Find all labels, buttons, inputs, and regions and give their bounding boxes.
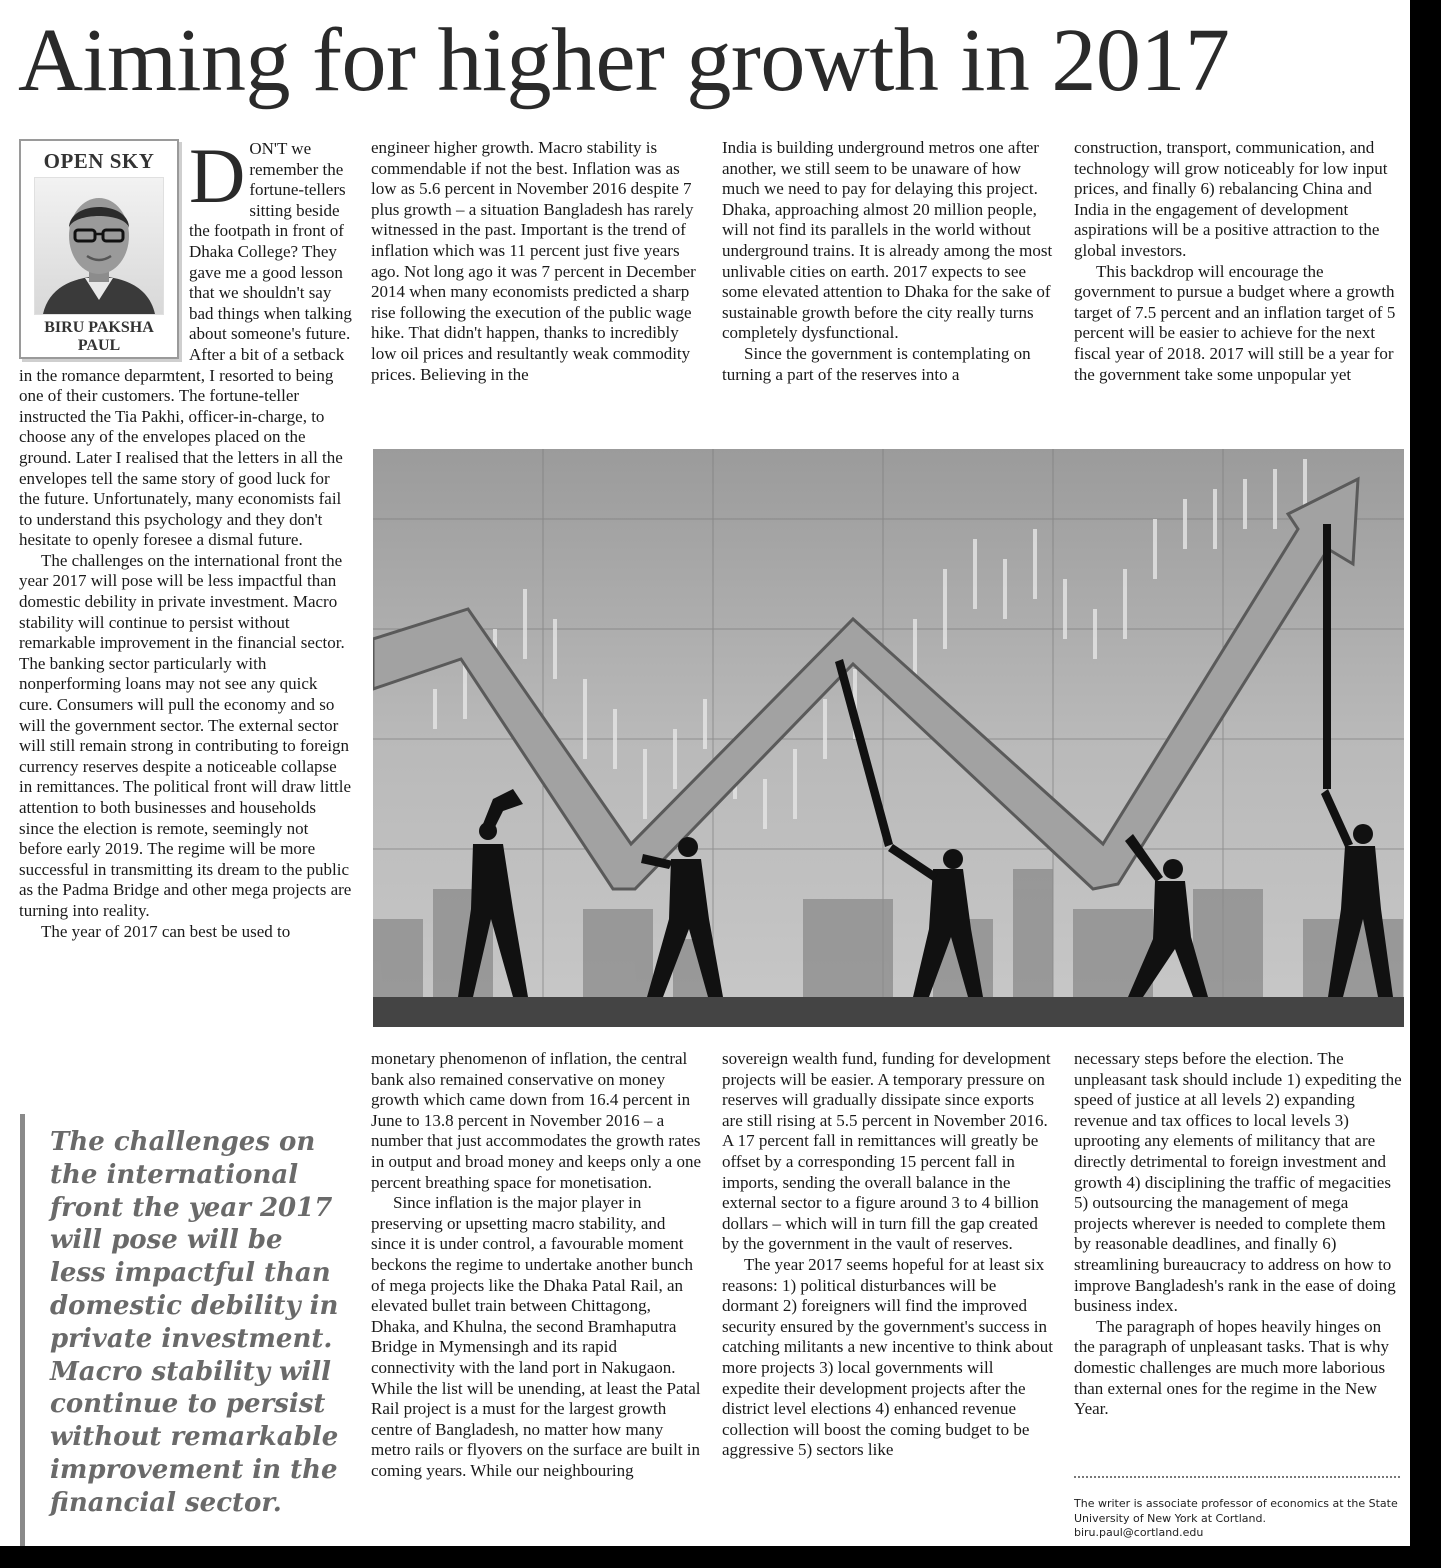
author-bio-text: The writer is associate professor of economics at the State University of New York at Cortland. — [1074, 1497, 1398, 1525]
paragraph-5: Since inflation is the major player in preserving or upsetting macro stability, and since it is under control, a favourable moment beckons the regime to undertake another bunch of mega projects like the Dhaka Patal Rail, an elevated bullet train between Chittagong, Dhaka, and Khulna, the second Bramhaputra Bridge in Mymensingh and its rapid connectivity with the land port in Nakugaon. While the list will be unending, at least the Patal Rail project is a must for the largest growth centre of Bangladesh, no matter how many metro rails or flyovers on the surface are built in coming years. While our neighbouring — [371, 1193, 701, 1480]
author-name-line-2: PAUL — [77, 336, 121, 354]
paragraph-6-continued: sovereign wealth fund, funding for development projects will be easier. A temporary pressure on reserves will gradually dissipate since exports are still rising at 5.5 percent in November 2016. A 17 percent fall in remittances will greatly be offset by a corresponding 15 percent fall in imports, sending the overall balance in the external sector to a figure around 3 to 4 billion dollars – which will in turn fill the gap created by the government in the vault of reserves. — [722, 1049, 1051, 1254]
headline: Aiming for higher growth in 2017 — [18, 11, 1230, 110]
growth-chart-illustration-icon — [373, 449, 1404, 1027]
paragraph-7-continued: construction, transport, communication, and technology will grow noticeably for low input prices, and finally 6) rebalancing China and India in the engagement of development aspirations will be a positive attraction to the global investors. — [1074, 138, 1388, 260]
bio-divider — [1074, 1476, 1400, 1478]
paragraph-3-continued: engineer higher growth. Macro stability is commendable if not the best. Inflation was as low as 5.6 percent in November 2016 despite 7 plus growth – a situation Bangladesh has rarely witnessed in the past. Important is the trend of inflation which was 11 percent just five years ago. Not long ago it was 7 percent in December 2014 when many economists predicted a sharp rise following the execution of the public wage hike. That didn't happen, thanks to incredibly low oil prices and resultantly weak commodity prices. Believing in the — [371, 138, 696, 384]
paragraph-2: The challenges on the international front the year 2017 will pose will be less impactful than domestic debility in private investment. Macro stability will continue to persist without remarkable improvement in the financial sector. The banking sector particularly with nonperforming loans may not see any quick cure. Consumers will pull the economy and so will the government sector. The external sector will still remain strong in contributing to foreign currency reserves despite a noticeable collapse in remittances. The political front will draw little attention to both businesses and households since the election is remote, seemingly not before early 2019. The regime will be more successful in transmitting its dream to the public as the Padma Bridge and other mega projects are turning into reality. — [19, 550, 352, 920]
article-column-3-bottom — [722, 1049, 1054, 1461]
article-column-4-bottom — [1074, 1049, 1406, 1420]
author-email[interactable]: biru.paul@cortland.edu — [1074, 1526, 1204, 1539]
author-bio — [1074, 1497, 1406, 1541]
article-column-2-top — [371, 138, 703, 385]
paragraph-4-continued: monetary phenomenon of inflation, the central bank also remained conservative on money growth which came down from 16.4 percent in June to 13.8 percent in November 2016 – a number that just accommodates the growth rates in output and broad money and keeps only a one percent breathing space for monetisation. — [371, 1049, 702, 1192]
paragraph-8-continued: necessary steps before the election. The unpleasant task should include 1) expediting the speed of justice at all levels 2) expanding revenue and tax offices to local levels 3) uprooting any elements of militancy that are directly detrimental to foreign investment and growth 4) disciplining the traffic of megacities 5) outsourcing the management of mega projects wherever is needed to complete them by reasonable deadlines, and finally 6) streamlining bureaucracy to address on how to improve Bangladesh's rank in the ease of doing business index. — [1074, 1049, 1402, 1316]
paragraph-9: The paragraph of hopes heavily hinges on the paragraph of unpleasant tasks. That is why domestic challenges are much more laborious than external ones for the regime in the New Year. — [1074, 1316, 1390, 1419]
article-column-2-bottom — [371, 1049, 703, 1481]
paragraph-8-start: This backdrop will encourage the government to pursue a budget where a growth target of 7.5 percent and an inflation target of 5 percent will be easier to achieve for the next fiscal year of 2018. 2017 will still be a year for the government take some unpopular yet — [1074, 261, 1396, 384]
author-name-line-1: BIRU PAKSHA — [44, 318, 154, 336]
paragraph-7: The year 2017 seems hopeful for at least six reasons: 1) political disturbances will be dormant 2) foreigners will find the improved security ensured by the government's success in catching militants a new incentive to think about more projects 3) local governments will expedite their development projects after the district level elections 4) enhanced revenue collection will boost the coming budget to be aggressive 5) sectors like — [722, 1254, 1053, 1460]
author-portrait-icon — [34, 177, 164, 315]
paragraph-5-continued: India is building underground metros one after another, we still seem to be unaware of how much we need to pay for delaying this project. Dhaka, approaching almost 20 million people, will not find its parallels in the world without underground trains. It is already among the most unlivable cities on earth. 2017 expects to see some elevated attention to Dhaka for the sake of sustainable growth before the city really turns completely dysfunctional. — [722, 138, 1053, 343]
article-column-3-top — [722, 138, 1054, 385]
pull-quote: The challenges on the international front the year 2017 will pose will be less impactful than domestic debility in private investment. Macro stability will continue to persist without remarkable improvement in the financial sector. — [20, 1114, 342, 1546]
paragraph-3-start: The year of 2017 can best be used to — [41, 921, 291, 941]
column-label: OPEN SKY — [43, 149, 155, 173]
paragraph-6-start: Since the government is contemplating on turning a part of the reserves into a — [722, 343, 1031, 384]
article-column-4-top — [1074, 138, 1406, 385]
open-sky-box — [19, 139, 179, 359]
drop-cap: D — [189, 132, 246, 219]
article-column-1 — [19, 132, 353, 942]
paragraph-1-text: ON'T we remember the fortune-tellers sitting beside the footpath in front of Dhaka College? They gave me a good lesson that we shouldn't say bad things when talking about someone's future. After a bit of a setback in the romance deparmtent, I resorted to being one of their customers. The fortune-teller instructed the Tia Pakhi, officer-in-charge, to choose any of the envelopes placed on the ground. Later I realised that the letters in all the envelopes tell the same story of good luck for the future. Unfortunately, many economists fail to understand this psychology and they don't hesitate to openly foresee a dismal future. — [19, 139, 352, 550]
